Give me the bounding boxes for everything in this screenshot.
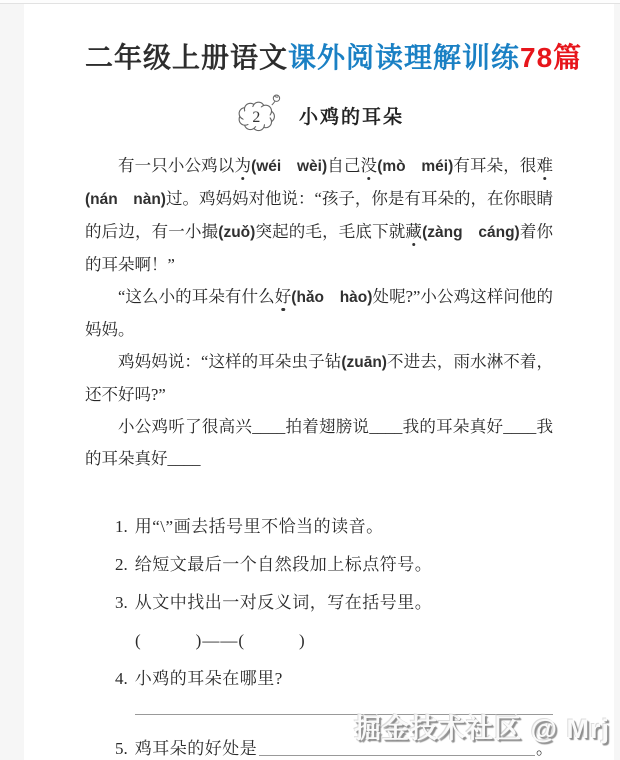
fill-blank: ____ [503, 417, 537, 436]
question-item [115, 515, 553, 538]
question-number: 3. [115, 593, 128, 612]
lesson-number: 2 [252, 108, 261, 126]
question-number: 5. [115, 739, 128, 758]
question-text: 鸡耳朵的好处是 [134, 739, 258, 758]
emphasized-char: 藏 [405, 222, 423, 241]
passage-text: “这么小的耳朵有什么 [118, 287, 275, 306]
passage [85, 150, 553, 475]
question-item [115, 591, 553, 614]
question-number: 1. [115, 517, 128, 536]
passage-text: 突起的毛，毛底下就 [255, 222, 406, 241]
fill-blank: ____ [252, 417, 286, 436]
question-item [115, 553, 553, 576]
emphasized-char: 没 [360, 156, 378, 175]
pinyin-annotation: (hǎo hào) [291, 289, 373, 306]
pinyin-annotation: (zàng cáng) [422, 224, 520, 241]
pinyin-annotation: (zuǒ) [218, 224, 256, 241]
passage-text: 着你的耳朵啊！” [85, 222, 554, 274]
question-item [115, 667, 553, 690]
emphasized-char: 难 [536, 156, 554, 175]
title-part-black: 二年级上册语文 [85, 42, 289, 73]
pinyin-annotation: (nán nàn) [85, 191, 166, 208]
pinyin-annotation: (wéi wèi) [251, 158, 328, 175]
passage-text: 鸡妈妈说：“这样的耳朵虫子钻 [118, 352, 342, 371]
fill-blank: ____ [369, 417, 403, 436]
passage-paragraph [85, 346, 553, 411]
question-suffix: 。 [536, 739, 553, 758]
fill-blank: ____ [167, 449, 201, 468]
passage-text: 我的耳朵真好 [402, 417, 504, 436]
worksheet-page [24, 4, 614, 760]
watermark: 掘金技术社区 @ Mrj [354, 714, 610, 744]
question-text: 给短文最后一个自然段加上标点符号。 [134, 555, 433, 574]
passage-text: 有一只小公鸡以 [118, 156, 235, 175]
antonym-bracket-line: ( )——( ) [135, 631, 306, 650]
passage-text: 不进去，雨水淋不着，还不好吗?” [85, 352, 554, 404]
lesson-heading [85, 92, 553, 138]
emphasized-char: 为 [234, 156, 252, 175]
page-title [85, 40, 583, 76]
passage-paragraph [85, 150, 553, 281]
question-text: 从文中找出一对反义词，写在括号里。 [134, 593, 433, 612]
pinyin-annotation: (mò méi) [377, 158, 454, 175]
question-text: 用“\”画去括号里不恰当的读音。 [134, 517, 384, 536]
passage-text: 处呢?”小公鸡这样问他的妈妈。 [85, 287, 554, 339]
passage-text: 自己 [327, 156, 361, 175]
question-number: 4. [115, 669, 128, 688]
lesson-title: 小鸡的耳朵 [298, 106, 404, 128]
passage-text: 有耳朵，很 [453, 156, 537, 175]
passage-paragraph [85, 281, 553, 346]
title-part-red: 78篇 [520, 42, 583, 73]
question-number: 2. [115, 555, 128, 574]
question-text: 小鸡的耳朵在哪里? [134, 669, 283, 688]
passage-text: 小公鸡听了很高兴 [118, 417, 253, 436]
passage-paragraph [85, 411, 553, 475]
pinyin-annotation: (zuān) [341, 354, 387, 371]
passage-text: 拍着翅膀说 [285, 417, 370, 436]
title-part-blue: 课外阅读理解训练 [288, 42, 521, 73]
cloud-flower-doodle-icon [272, 95, 280, 105]
lesson-number-cloud-icon [234, 92, 290, 139]
inline-answer-line [259, 755, 535, 756]
passage-text: 过。鸡妈妈对他说：“孩子，你是有耳朵的，在你眼睛的后边，有一小撮 [85, 189, 554, 241]
emphasized-char: 好 [274, 287, 292, 306]
passage-text: 我的耳朵真好 [85, 417, 554, 468]
